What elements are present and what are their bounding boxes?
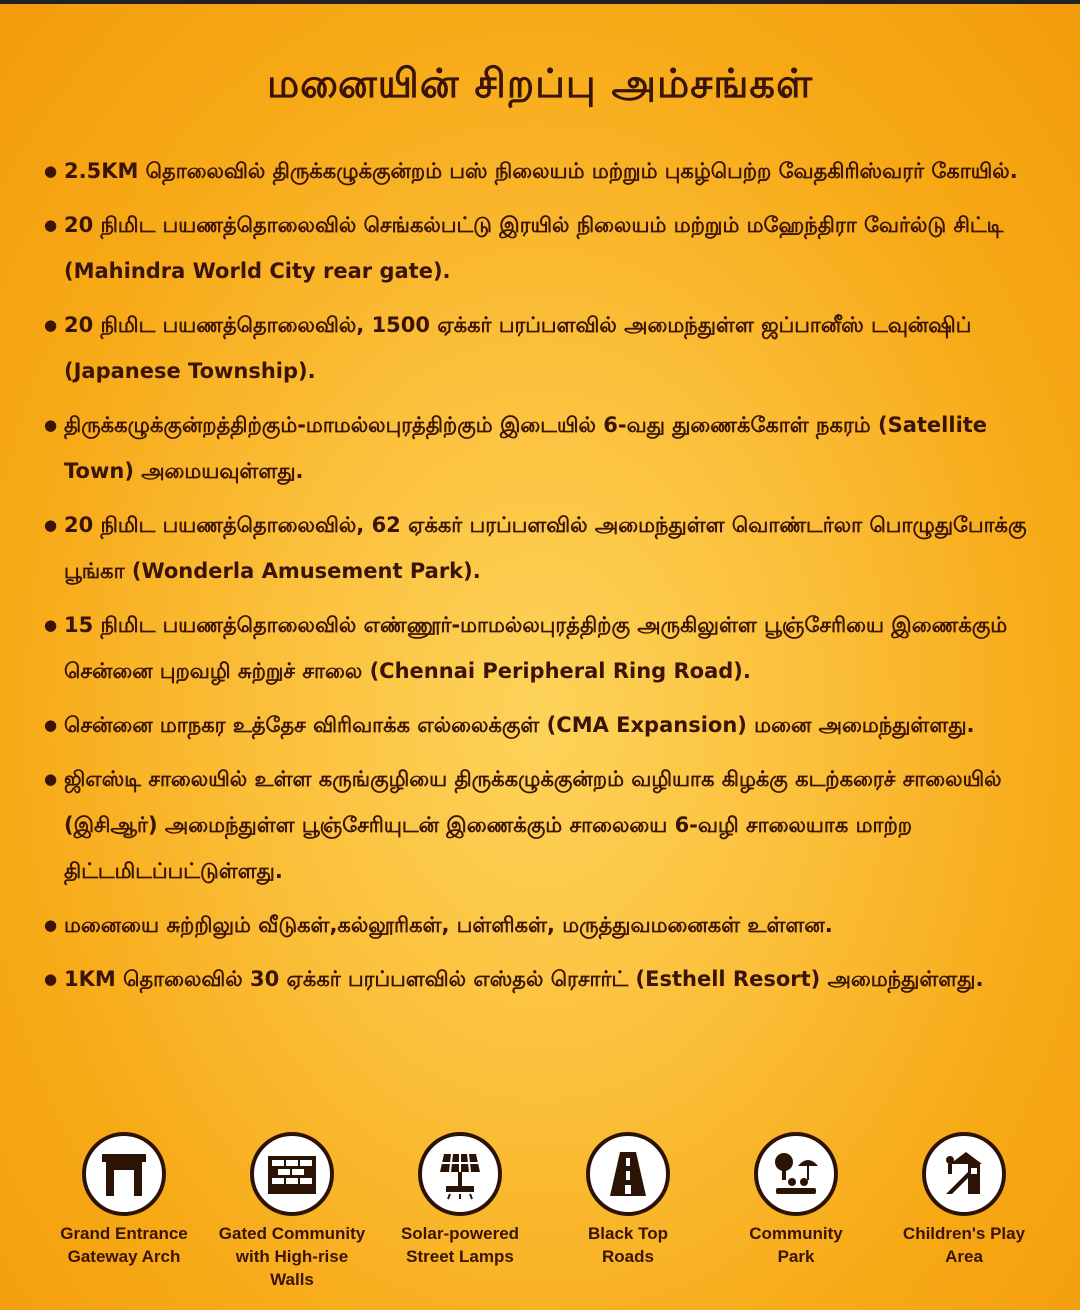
page-title: மனையின் சிறப்பு அம்சங்கள் bbox=[266, 60, 814, 107]
amenity-gated-community bbox=[212, 1132, 372, 1292]
list-item: ● மனையை சுற்றிலும் வீடுகள்,கல்லூரிகள், பள்ளிகள், மருத்துவமனைகள் உள்ளன. bbox=[44, 902, 1044, 948]
playground-icon bbox=[922, 1132, 1006, 1216]
amenity-label: Solar-powered Street Lamps bbox=[400, 1224, 520, 1266]
amenity-black-top-roads bbox=[548, 1132, 708, 1292]
list-item: ● 20 நிமிட பயணத்தொலைவில் செங்கல்பட்டு இரயில் நிலையம் மற்றும் மஹேந்திரா வேர்ல்டு சிட்டி (Mahindra World City rear gate). bbox=[44, 202, 1044, 294]
amenity-community-park bbox=[716, 1132, 876, 1292]
amenity-label: Gated Community with High-rise Walls bbox=[218, 1224, 366, 1289]
amenity-gateway-arch bbox=[44, 1132, 204, 1292]
list-item: ● 1KM தொலைவில் 30 ஏக்கர் பரப்பளவில் எஸ்தல் ரெசார்ட் (Esthell Resort) அமைந்துள்ளது. bbox=[44, 956, 1044, 1002]
amenity-play-area bbox=[884, 1132, 1044, 1292]
top-border bbox=[0, 0, 1080, 4]
list-item: ● ஜிஎஸ்டி சாலையில் உள்ள கருங்குழியை திருக்கழுக்குன்றம் வழியாக கிழக்கு கடற்கரைச் சாலையில் (இசிஆர்) அமைந்துள்ள பூஞ்சேரியுடன் இணைக்கும் சாலையை 6-வழி சாலையாக மாற்ற திட்டமிடப்பட்டுள்ளது. bbox=[44, 756, 1044, 894]
list-item: ● 20 நிமிட பயணத்தொலைவில், 1500 ஏக்கர் பரப்பளவில் அமைந்துள்ள ஜப்பானீஸ் டவுன்ஷிப் (Japanese Township). bbox=[44, 302, 1044, 394]
brick-wall-icon bbox=[250, 1132, 334, 1216]
amenity-label: Black Top Roads bbox=[588, 1224, 668, 1266]
amenity-label: Children's Play Area bbox=[902, 1224, 1026, 1266]
feature-list bbox=[44, 148, 1044, 1002]
list-item: ● 20 நிமிட பயணத்தொலைவில், 62 ஏக்கர் பரப்பளவில் அமைந்துள்ள வொண்டர்லா பொழுதுபோக்கு பூங்கா (Wonderla Amusement Park). bbox=[44, 502, 1044, 594]
amenity-label: Grand Entrance Gateway Arch bbox=[60, 1224, 188, 1266]
arch-icon bbox=[82, 1132, 166, 1216]
list-item: ● 2.5KM தொலைவில் திருக்கழுக்குன்றம் பஸ் நிலையம் மற்றும் புகழ்பெற்ற வேதகிரிஸ்வரர் கோயில். bbox=[44, 148, 1044, 194]
park-icon bbox=[754, 1132, 838, 1216]
amenity-label: Community Park bbox=[749, 1224, 843, 1266]
list-item: ● சென்னை மாநகர உத்தேச விரிவாக்க எல்லைக்குள் (CMA Expansion) மனை அமைந்துள்ளது. bbox=[44, 702, 1044, 748]
amenities-row bbox=[44, 1132, 1044, 1292]
list-item: ● 15 நிமிட பயணத்தொலைவில் எண்ணூர்-மாமல்லபுரத்திற்கு அருகிலுள்ள பூஞ்சேரியை இணைக்கும் சென்னை புறவழி சுற்றுச் சாலை (Chennai Peripheral Ring Road). bbox=[44, 602, 1044, 694]
amenity-solar-lamps bbox=[380, 1132, 540, 1292]
solar-lamp-icon bbox=[418, 1132, 502, 1216]
list-item: ● திருக்கழுக்குன்றத்திற்கும்-மாமல்லபுரத்திற்கும் இடையில் 6-வது துணைக்கோள் நகரம் (Satellite Town) அமையவுள்ளது. bbox=[44, 402, 1044, 494]
road-icon bbox=[586, 1132, 670, 1216]
